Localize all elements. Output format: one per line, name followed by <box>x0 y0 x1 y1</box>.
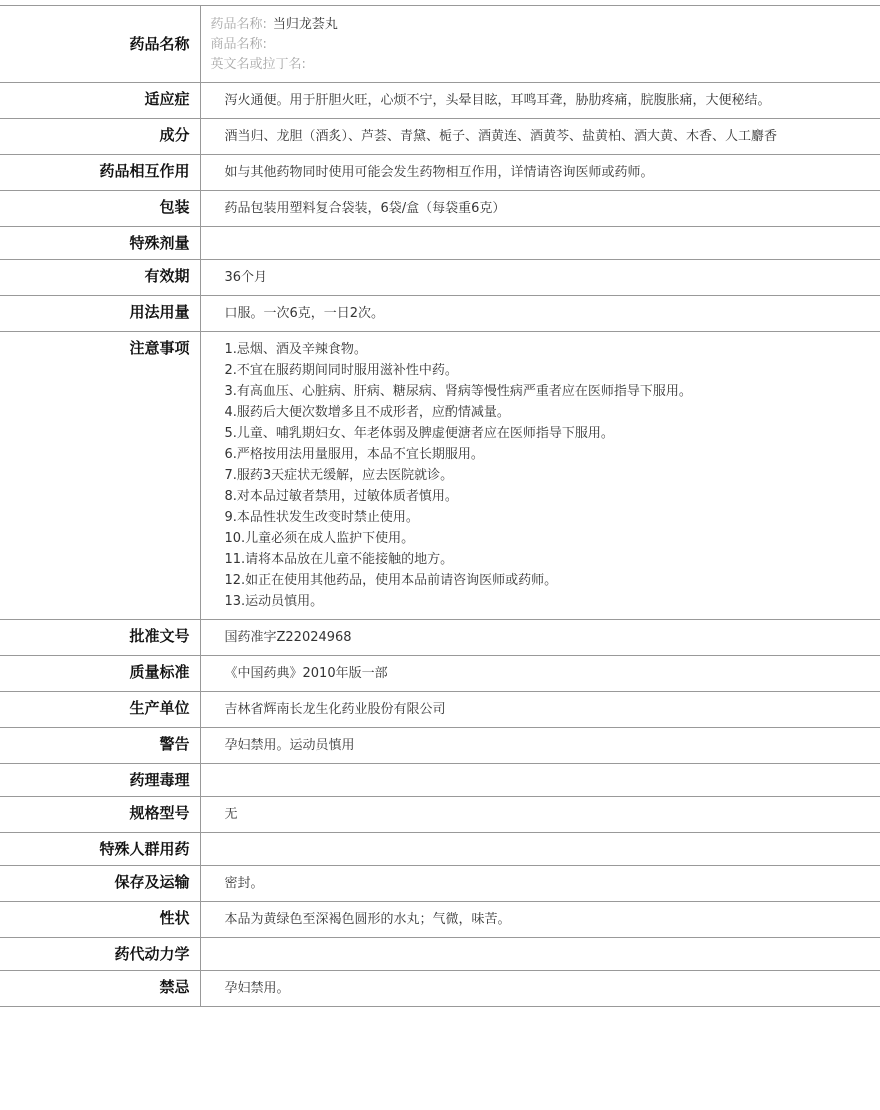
spec-value: 《中国药典》2010年版一部 <box>200 656 880 692</box>
spec-row <box>0 971 880 1007</box>
precaution-item: 12.如正在使用其他药品，使用本品前请咨询医师或药师。 <box>224 573 558 588</box>
precaution-item: 3.有高血压、心脏病、肝病、糖尿病、肾病等慢性病严重者应在医师指导下服用。 <box>224 384 692 399</box>
precaution-item: 10.儿童必须在成人监护下使用。 <box>224 531 415 546</box>
spec-value: 吉林省辉南长龙生化药业股份有限公司 <box>200 692 880 728</box>
drug-spec-body <box>0 6 880 1007</box>
spec-row <box>0 191 880 227</box>
spec-value: 孕妇禁用。 <box>200 971 880 1007</box>
name-key: 英文名或拉丁名: <box>210 57 306 72</box>
spec-value: 泻火通便。用于肝胆火旺，心烦不宁，头晕目眩，耳鸣耳聋，胁肋疼痛，脘腹胀痛，大便秘结。 <box>200 83 880 119</box>
spec-label: 药代动力学 <box>0 938 200 971</box>
precaution-item: 4.服药后大便次数增多且不成形者，应酌情减量。 <box>224 405 510 420</box>
name-line <box>211 55 861 75</box>
spec-label: 禁忌 <box>0 971 200 1007</box>
spec-row <box>0 902 880 938</box>
spec-value: 本品为黄绿色至深褐色圆形的水丸；气微，味苦。 <box>200 902 880 938</box>
spec-label: 有效期 <box>0 260 200 296</box>
spec-label: 保存及运输 <box>0 866 200 902</box>
spec-label: 特殊人群用药 <box>0 833 200 866</box>
spec-value: 口服。一次6克，一日2次。 <box>200 296 880 332</box>
spec-row <box>0 332 880 620</box>
spec-value <box>200 764 880 797</box>
precaution-item: 5.儿童、哺乳期妇女、年老体弱及脾虚便溏者应在医师指导下服用。 <box>224 426 614 441</box>
precaution-item: 13.运动员慎用。 <box>224 594 324 609</box>
spec-value: 酒当归、龙胆（酒炙）、芦荟、青黛、栀子、酒黄连、酒黄芩、盐黄柏、酒大黄、木香、人工麝香 <box>200 119 880 155</box>
name-line <box>211 15 861 35</box>
spec-label: 警告 <box>0 728 200 764</box>
spec-label: 质量标准 <box>0 656 200 692</box>
precaution-item: 6.严格按用法用量服用，本品不宜长期服用。 <box>224 447 484 462</box>
spec-value: 如与其他药物同时使用可能会发生药物相互作用，详情请咨询医师或药师。 <box>200 155 880 191</box>
spec-value <box>200 833 880 866</box>
spec-row <box>0 119 880 155</box>
spec-value: 36个月 <box>200 260 880 296</box>
precaution-item: 1.忌烟、酒及辛辣食物。 <box>224 342 367 357</box>
spec-label: 药理毒理 <box>0 764 200 797</box>
precaution-item: 9.本品性状发生改变时禁止使用。 <box>224 510 419 525</box>
spec-row <box>0 296 880 332</box>
spec-label: 性状 <box>0 902 200 938</box>
spec-label: 注意事项 <box>0 332 200 620</box>
spec-value <box>200 938 880 971</box>
spec-row <box>0 227 880 260</box>
name-line <box>211 35 861 55</box>
spec-value: 药品包装用塑料复合袋装，6袋/盒（每袋重6克） <box>200 191 880 227</box>
spec-label: 生产单位 <box>0 692 200 728</box>
precaution-item: 2.不宜在服药期间同时服用滋补性中药。 <box>224 363 458 378</box>
spec-label: 适应症 <box>0 83 200 119</box>
spec-row <box>0 938 880 971</box>
spec-row <box>0 83 880 119</box>
spec-row <box>0 155 880 191</box>
spec-row <box>0 260 880 296</box>
spec-row <box>0 656 880 692</box>
spec-row <box>0 620 880 656</box>
spec-value <box>200 6 880 83</box>
spec-row <box>0 764 880 797</box>
spec-row <box>0 797 880 833</box>
spec-row <box>0 866 880 902</box>
spec-label: 规格型号 <box>0 797 200 833</box>
spec-label: 包装 <box>0 191 200 227</box>
spec-value: 孕妇禁用。运动员慎用 <box>200 728 880 764</box>
spec-row <box>0 833 880 866</box>
precaution-item: 7.服药3天症状无缓解，应去医院就诊。 <box>224 468 454 483</box>
name-key: 商品名称: <box>210 37 267 52</box>
spec-label: 批准文号 <box>0 620 200 656</box>
spec-label: 药品名称 <box>0 6 200 83</box>
precaution-item: 11.请将本品放在儿童不能接触的地方。 <box>224 552 454 567</box>
spec-row <box>0 6 880 83</box>
spec-row <box>0 728 880 764</box>
spec-value: 密封。 <box>200 866 880 902</box>
spec-label: 特殊剂量 <box>0 227 200 260</box>
precaution-item: 8.对本品过敏者禁用，过敏体质者慎用。 <box>224 489 458 504</box>
name-value: 当归龙荟丸 <box>272 17 338 32</box>
spec-label: 药品相互作用 <box>0 155 200 191</box>
spec-value <box>200 332 880 620</box>
spec-row <box>0 692 880 728</box>
drug-spec-table <box>0 5 880 1007</box>
spec-value: 国药准字Z22024968 <box>200 620 880 656</box>
spec-label: 用法用量 <box>0 296 200 332</box>
name-key: 药品名称: <box>210 17 267 32</box>
spec-value <box>200 227 880 260</box>
spec-value: 无 <box>200 797 880 833</box>
spec-label: 成分 <box>0 119 200 155</box>
